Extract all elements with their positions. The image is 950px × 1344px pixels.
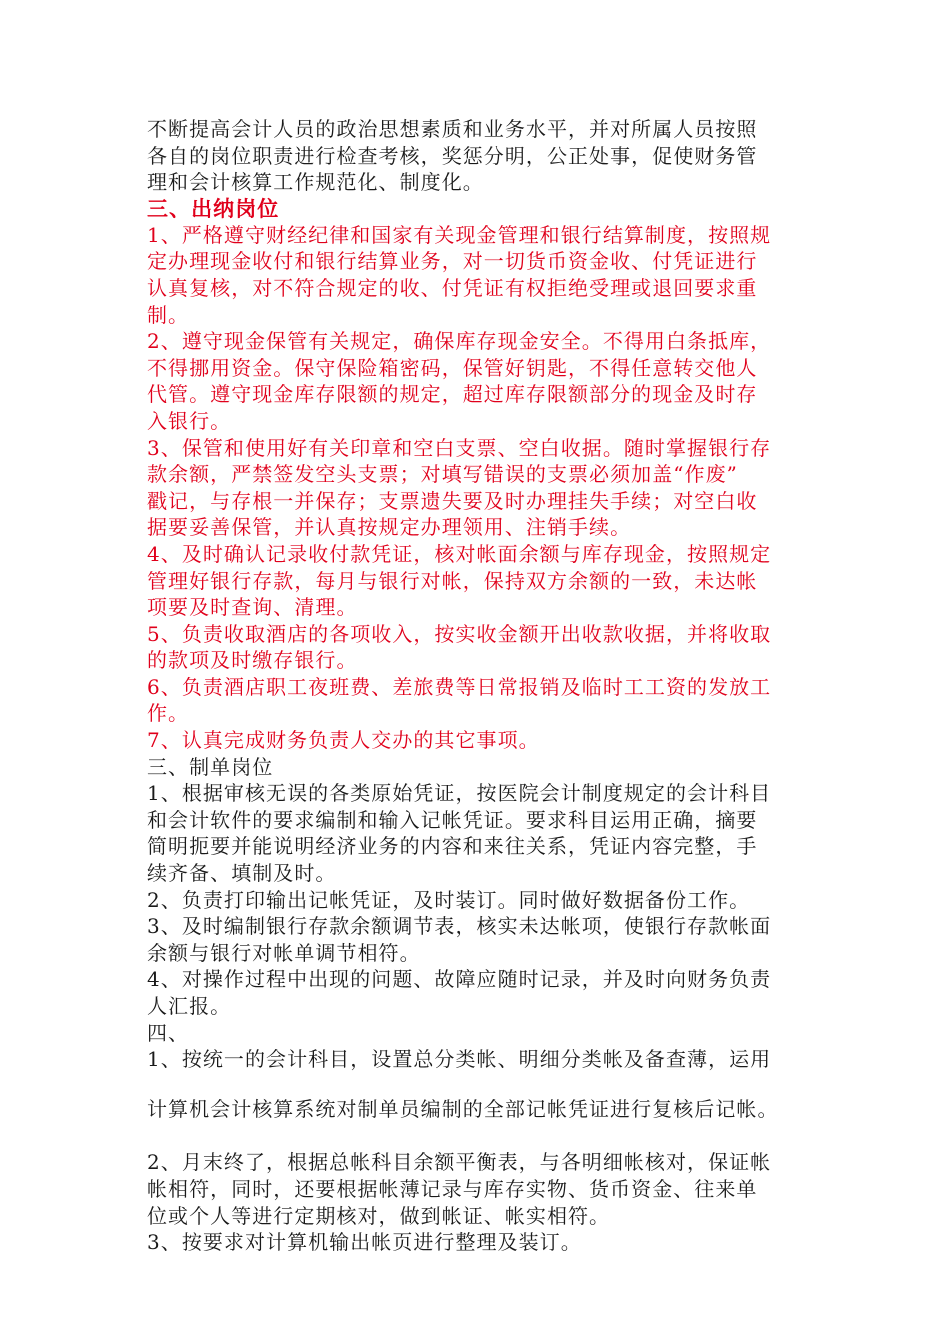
voucher-item-4: 4、对操作过程中出现的问题、故障应随时记录，并及时向财务负责 人汇报。 — [147, 967, 772, 1018]
section-four-item-1-line-1: 1、按统一的会计科目，设置总分类帐、明细分类帐及备查薄，运用 — [147, 1047, 772, 1072]
cashier-item-5: 5、负责收取酒店的各项收入，按实收金额开出收款收据，并将收取 的款项及时缴存银行。 — [147, 621, 772, 673]
voucher-heading: 三、制单岗位 — [147, 754, 274, 779]
section-four-item-2: 2、月末终了，根据总帐科目余额平衡表，与各明细帐核对，保证帐 帐相符，同时，还要根据帐薄记录与库存实物、货币资金、往来单 位或个人等进行定期核对，做到帐证、帐实相符。 — [147, 1150, 772, 1228]
section-four-item-3: 3、按要求对计算机输出帐页进行整理及装订。 — [147, 1230, 582, 1255]
voucher-item-3: 3、及时编制银行存款余额调节表，核实未达帐项，使银行存款帐面 余额与银行对帐单调节相符。 — [147, 914, 772, 965]
cashier-item-6: 6、负责酒店职工夜班费、差旅费等日常报销及临时工工资的发放工 作。 — [147, 674, 772, 726]
cashier-item-1: 1、严格遵守财经纪律和国家有关现金管理和银行结算制度，按照规 定办理现金收付和银行结算业务，对一切货币资金收、付凭证进行 认真复核，对不符合规定的收、付凭证有权拒绝受理或退回要求重 制。 — [147, 222, 772, 327]
cashier-item-7: 7、认真完成财务负责人交办的其它事项。 — [147, 728, 540, 753]
voucher-item-1: 1、根据审核无误的各类原始凭证，按医院会计制度规定的会计科目 和会计软件的要求编制和输入记帐凭证。要求科目运用正确，摘要 简明扼要并能说明经济业务的内容和来往关系，凭证内容完整，手 续齐备、填制及时。 — [147, 781, 772, 886]
cashier-item-4: 4、及时确认记录收付款凭证，核对帐面余额与库存现金，按照规定 管理好银行存款，每月与银行对帐，保持双方余额的一致，未达帐 项要及时查询、清理。 — [147, 541, 772, 620]
document-page — [147, 116, 827, 1256]
cashier-item-2: 2、遵守现金保管有关规定，确保库存现金安全。不得用白条抵库， 不得挪用资金。保守保险箱密码，保管好钥匙，不得任意转交他人 代管。遵守现金库存限额的规定，超过库存限额部分的现金及时存 入银行。 — [147, 329, 772, 433]
cashier-heading: 三、出纳岗位 — [147, 196, 280, 221]
cashier-item-3: 3、保管和使用好有关印章和空白支票、空白收据。随时掌握银行存 款余额，严禁签发空头支票；对填写错误的支票必须加盖“作废” 戳记，与存根一并保存；支票遗失要及时办理挂失手续；对空白收 据要妥善保管，并认真按规定办理领用、注销手续。 — [147, 435, 772, 540]
section-four-heading: 四、 — [147, 1020, 190, 1045]
voucher-item-2: 2、负责打印输出记帐凭证，及时装订。同时做好数据备份工作。 — [147, 887, 751, 912]
intro-paragraph: 不断提高会计人员的政治思想素质和业务水平，并对所属人员按照 各自的岗位职责进行检查考核，奖惩分明，公正处事，促使财务管 理和会计核算工作规范化、制度化。 — [147, 117, 758, 195]
section-four-item-1-line-2: 计算机会计核算系统对制单员编制的全部记帐凭证进行复核后记帐。 — [147, 1096, 779, 1121]
